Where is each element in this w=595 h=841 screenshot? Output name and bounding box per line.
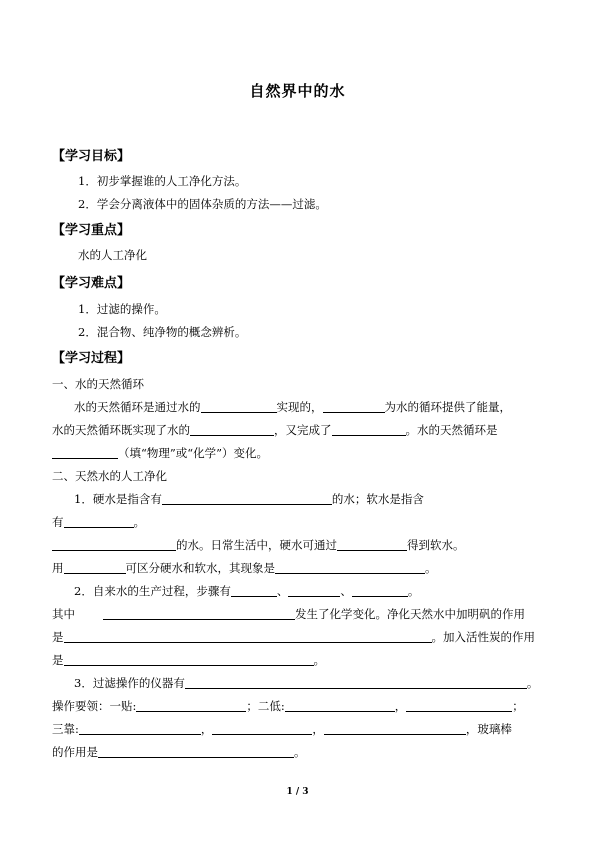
text-fragment: 可区分硬水和软水，其现象是 <box>125 561 275 575</box>
text-fragment: 实现的， <box>276 400 323 414</box>
fill-blank[interactable] <box>103 607 295 620</box>
text-fragment: 的水；软水是指含 <box>331 492 424 506</box>
page-number: 1 / 3 <box>286 787 309 797</box>
text-fragment: 2．自来水的生产过程，步骤有 <box>74 584 231 598</box>
paragraph-line <box>52 422 498 438</box>
paragraph-line <box>52 560 437 576</box>
paragraph-line <box>52 652 325 668</box>
text-fragment: 是 <box>52 630 64 644</box>
paragraph-line <box>74 491 424 507</box>
text-fragment: 。 <box>313 653 325 667</box>
text-fragment: 操作要领：一贴: <box>52 699 137 713</box>
paragraph-line <box>52 721 512 737</box>
fill-blank[interactable] <box>162 492 332 505</box>
fill-blank[interactable] <box>406 699 512 712</box>
document-title: 自然界中的水 <box>249 82 346 100</box>
text-fragment: 。 <box>526 676 539 690</box>
difficulty-item: 2．混合物、纯净物的概念辨析。 <box>78 325 247 339</box>
text-fragment: ， <box>312 722 324 736</box>
fill-blank[interactable] <box>323 400 385 413</box>
text-fragment: 、 <box>340 584 352 598</box>
text-fragment: 有 <box>52 515 64 529</box>
focus-item: 水的人工净化 <box>78 248 147 262</box>
text-fragment: 发生了化学变化。净化天然水中加明矾的作用 <box>295 607 525 621</box>
text-fragment: 。加入活性炭的作用 <box>431 630 535 644</box>
text-fragment: 用 <box>52 561 64 575</box>
fill-blank[interactable] <box>64 561 126 574</box>
paragraph-line <box>74 399 511 415</box>
text-fragment: ， <box>200 722 213 736</box>
paragraph-line <box>52 629 535 645</box>
text-fragment: ，玻璃棒 <box>465 722 512 736</box>
part-title-artificial-purification: 二、天然水的人工净化 <box>52 469 167 483</box>
fill-blank[interactable] <box>136 699 246 712</box>
fill-blank[interactable] <box>64 653 314 666</box>
paragraph-line <box>52 698 524 714</box>
text-fragment: 。 <box>294 745 306 759</box>
text-fragment: ，又完成了 <box>274 423 332 437</box>
text-fragment: 1．硬水是指含有 <box>74 492 162 506</box>
text-fragment: 为水的循环提供了能量， <box>384 400 511 414</box>
paragraph-line <box>52 514 145 530</box>
fill-blank[interactable] <box>352 584 408 597</box>
fill-blank[interactable] <box>190 423 274 436</box>
text-fragment: 三靠: <box>52 722 79 736</box>
goal-item: 2．学会分离液体中的固体杂质的方法——过滤。 <box>78 197 327 211</box>
text-fragment: ， <box>394 699 407 713</box>
text-fragment: 。 <box>425 561 437 575</box>
fill-blank[interactable] <box>337 538 407 551</box>
text-fragment: 水的天然循环既实现了水的 <box>52 423 190 437</box>
text-fragment: ； <box>512 699 524 713</box>
goal-item: 1．初步掌握谁的人工净化方法。 <box>78 174 247 188</box>
fill-blank[interactable] <box>332 423 406 436</box>
fill-blank[interactable] <box>52 538 176 551</box>
paragraph-line <box>74 583 419 599</box>
paragraph-line <box>52 744 306 760</box>
difficulty-item: 1．过滤的操作。 <box>78 302 166 316</box>
fill-blank[interactable] <box>98 745 294 758</box>
paragraph-line <box>52 445 268 461</box>
fill-blank[interactable] <box>64 515 134 528</box>
section-heading-process: 【学习过程】 <box>52 351 131 366</box>
fill-blank[interactable] <box>79 722 201 735</box>
text-fragment: 水的天然循环是通过水的 <box>74 400 201 414</box>
fill-blank[interactable] <box>231 584 277 597</box>
paragraph-line <box>52 606 525 622</box>
fill-blank[interactable] <box>275 561 425 574</box>
fill-blank[interactable] <box>288 584 340 597</box>
text-fragment: 。 <box>133 515 145 529</box>
fill-blank[interactable] <box>285 699 395 712</box>
section-heading-focus: 【学习重点】 <box>52 223 131 238</box>
fill-blank[interactable] <box>64 630 432 643</box>
text-fragment: 是 <box>52 653 64 667</box>
text-fragment: 、 <box>276 584 289 598</box>
text-fragment: 。 <box>407 584 420 598</box>
part-title-water-cycle: 一、水的天然循环 <box>52 377 144 391</box>
text-fragment: 得到软水。 <box>407 538 465 552</box>
section-heading-goals: 【学习目标】 <box>52 149 131 164</box>
section-heading-difficulty: 【学习难点】 <box>52 276 131 291</box>
fill-blank[interactable] <box>212 722 312 735</box>
text-fragment: （填“物理”或“化学”）变化。 <box>118 446 269 460</box>
paragraph-line <box>52 537 465 553</box>
text-fragment: 3．过滤操作的仪器有 <box>74 676 185 690</box>
fill-blank[interactable] <box>201 400 277 413</box>
text-fragment: ；二低: <box>246 699 285 713</box>
text-fragment: 其中 <box>52 607 75 621</box>
fill-blank[interactable] <box>324 722 466 735</box>
text-fragment: 的水。日常生活中，硬水可通过 <box>176 538 337 552</box>
fill-blank[interactable] <box>185 676 527 689</box>
paragraph-line <box>74 675 538 691</box>
text-fragment: 。水的天然循环是 <box>405 423 498 437</box>
text-fragment: 的作用是 <box>52 745 98 759</box>
fill-blank[interactable] <box>52 446 118 459</box>
